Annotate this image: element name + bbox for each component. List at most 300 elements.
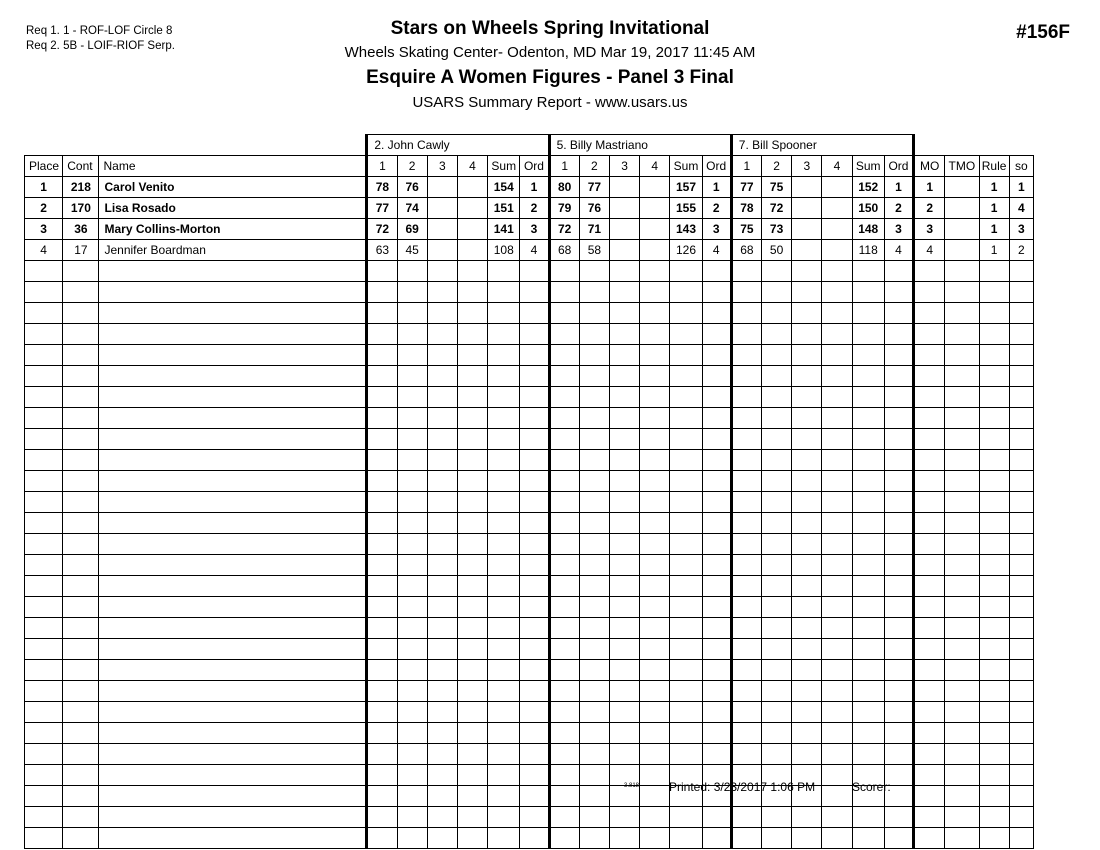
page-header	[0, 0, 1100, 120]
empty-cell	[822, 723, 852, 744]
empty-cell	[579, 429, 609, 450]
empty-cell	[914, 534, 945, 555]
empty-cell	[731, 429, 761, 450]
empty-cell	[579, 681, 609, 702]
empty-cell	[397, 429, 427, 450]
empty-cell	[914, 282, 945, 303]
empty-cell	[731, 282, 761, 303]
empty-cell	[731, 828, 761, 849]
empty-cell	[609, 471, 639, 492]
empty-cell	[397, 597, 427, 618]
empty-cell	[945, 807, 979, 828]
empty-cell	[640, 303, 670, 324]
column-header-j3-s3: 3	[792, 156, 822, 177]
row-mo: 4	[914, 240, 945, 261]
empty-cell	[488, 681, 520, 702]
empty-cell	[884, 492, 913, 513]
empty-cell	[549, 408, 579, 429]
empty-cell	[397, 408, 427, 429]
empty-cell	[670, 513, 702, 534]
empty-cell	[670, 744, 702, 765]
empty-cell	[979, 702, 1009, 723]
table-row[interactable]	[25, 219, 1034, 240]
empty-cell	[520, 702, 549, 723]
empty-cell	[63, 723, 99, 744]
empty-cell	[520, 681, 549, 702]
column-header-j2-s2: 2	[579, 156, 609, 177]
empty-cell	[397, 702, 427, 723]
report-subtitle: USARS Summary Report - www.usars.us	[412, 94, 688, 111]
column-header-j3-s2: 2	[761, 156, 791, 177]
judge-header-spacer-name	[99, 135, 367, 156]
empty-cell	[25, 639, 63, 660]
empty-table-row[interactable]	[25, 324, 1034, 345]
empty-cell	[99, 744, 367, 765]
empty-table-row[interactable]	[25, 744, 1034, 765]
row-judge1-s4	[457, 177, 487, 198]
empty-cell	[1009, 765, 1033, 786]
empty-cell	[549, 387, 579, 408]
empty-cell	[367, 597, 397, 618]
empty-cell	[609, 744, 639, 765]
empty-cell	[367, 765, 397, 786]
empty-cell	[822, 702, 852, 723]
empty-cell	[520, 807, 549, 828]
empty-cell	[1009, 534, 1033, 555]
empty-cell	[979, 492, 1009, 513]
empty-table-row[interactable]	[25, 450, 1034, 471]
empty-cell	[609, 828, 639, 849]
empty-cell	[457, 471, 487, 492]
empty-cell	[702, 261, 731, 282]
row-skater-name: Lisa Rosado	[99, 198, 367, 219]
empty-cell	[1009, 303, 1033, 324]
empty-cell	[761, 324, 791, 345]
empty-cell	[792, 723, 822, 744]
judge-header-row	[25, 135, 1034, 156]
empty-cell	[488, 366, 520, 387]
empty-cell	[63, 429, 99, 450]
empty-cell	[488, 660, 520, 681]
empty-table-row[interactable]	[25, 723, 1034, 744]
empty-cell	[731, 702, 761, 723]
empty-cell	[25, 366, 63, 387]
row-judge2-ord: 2	[702, 198, 731, 219]
empty-cell	[979, 681, 1009, 702]
empty-cell	[579, 450, 609, 471]
row-judge1-s1: 78	[367, 177, 397, 198]
empty-cell	[488, 618, 520, 639]
empty-cell	[549, 471, 579, 492]
empty-cell	[367, 387, 397, 408]
empty-cell	[640, 786, 670, 807]
empty-cell	[427, 786, 457, 807]
empty-cell	[609, 534, 639, 555]
row-judge3-s3	[792, 198, 822, 219]
empty-cell	[549, 660, 579, 681]
empty-cell	[702, 576, 731, 597]
row-judge2-s3	[609, 198, 639, 219]
empty-cell	[884, 618, 913, 639]
empty-cell	[731, 660, 761, 681]
empty-cell	[99, 765, 367, 786]
empty-cell	[25, 261, 63, 282]
empty-cell	[792, 387, 822, 408]
empty-cell	[488, 303, 520, 324]
empty-cell	[367, 261, 397, 282]
empty-cell	[979, 345, 1009, 366]
empty-cell	[640, 744, 670, 765]
empty-cell	[367, 681, 397, 702]
empty-cell	[99, 828, 367, 849]
empty-cell	[63, 786, 99, 807]
empty-cell	[63, 660, 99, 681]
empty-cell	[914, 639, 945, 660]
empty-cell	[457, 765, 487, 786]
empty-cell	[1009, 576, 1033, 597]
empty-cell	[549, 450, 579, 471]
empty-cell	[609, 723, 639, 744]
empty-cell	[761, 576, 791, 597]
empty-cell	[945, 429, 979, 450]
empty-table-row[interactable]	[25, 471, 1034, 492]
empty-table-row[interactable]	[25, 408, 1034, 429]
row-judge1-ord: 2	[520, 198, 549, 219]
empty-cell	[914, 744, 945, 765]
row-judge3-sum: 118	[852, 240, 884, 261]
page-title: Stars on Wheels Spring Invitational	[390, 18, 710, 39]
empty-cell	[25, 723, 63, 744]
empty-cell	[792, 366, 822, 387]
empty-cell	[822, 576, 852, 597]
empty-cell	[579, 492, 609, 513]
empty-cell	[367, 492, 397, 513]
empty-cell	[1009, 618, 1033, 639]
empty-cell	[99, 282, 367, 303]
empty-cell	[488, 324, 520, 345]
empty-cell	[731, 492, 761, 513]
empty-cell	[397, 639, 427, 660]
judge-header-spacer-so	[1009, 135, 1033, 156]
empty-cell	[792, 576, 822, 597]
empty-cell	[792, 555, 822, 576]
empty-cell	[1009, 282, 1033, 303]
row-contestant-number: 36	[63, 219, 99, 240]
empty-cell	[702, 513, 731, 534]
empty-cell	[488, 408, 520, 429]
empty-cell	[761, 702, 791, 723]
empty-cell	[640, 408, 670, 429]
empty-cell	[63, 261, 99, 282]
row-judge2-s2: 76	[579, 198, 609, 219]
empty-cell	[1009, 786, 1033, 807]
empty-cell	[761, 429, 791, 450]
empty-cell	[488, 534, 520, 555]
empty-cell	[979, 387, 1009, 408]
row-tmo	[945, 177, 979, 198]
row-judge2-s4	[640, 198, 670, 219]
empty-cell	[702, 723, 731, 744]
empty-cell	[914, 303, 945, 324]
empty-cell	[670, 387, 702, 408]
empty-cell	[549, 765, 579, 786]
empty-cell	[367, 660, 397, 681]
empty-cell	[367, 471, 397, 492]
empty-table-row[interactable]	[25, 807, 1034, 828]
empty-cell	[792, 282, 822, 303]
empty-cell	[99, 303, 367, 324]
empty-cell	[520, 534, 549, 555]
empty-cell	[99, 534, 367, 555]
empty-cell	[792, 828, 822, 849]
empty-table-row[interactable]	[25, 534, 1034, 555]
empty-table-row[interactable]	[25, 387, 1034, 408]
empty-cell	[520, 660, 549, 681]
empty-cell	[99, 597, 367, 618]
row-judge1-s4	[457, 240, 487, 261]
row-mo: 1	[914, 177, 945, 198]
printed-timestamp: Printed: 3/23/2017 1:06 PM	[669, 780, 816, 794]
empty-cell	[640, 429, 670, 450]
row-judge2-ord: 1	[702, 177, 731, 198]
empty-cell	[761, 660, 791, 681]
column-header-j1-s4: 4	[457, 156, 487, 177]
row-judge2-s2: 58	[579, 240, 609, 261]
empty-cell	[609, 807, 639, 828]
empty-table-row[interactable]	[25, 492, 1034, 513]
score-sheet	[24, 134, 1034, 849]
empty-cell	[731, 471, 761, 492]
empty-cell	[579, 471, 609, 492]
empty-cell	[822, 261, 852, 282]
row-mo: 2	[914, 198, 945, 219]
empty-cell	[579, 534, 609, 555]
empty-cell	[640, 345, 670, 366]
empty-cell	[457, 639, 487, 660]
row-skater-name: Mary Collins-Morton	[99, 219, 367, 240]
empty-cell	[367, 303, 397, 324]
empty-table-row[interactable]	[25, 303, 1034, 324]
empty-cell	[702, 597, 731, 618]
empty-cell	[609, 387, 639, 408]
empty-table-row[interactable]	[25, 639, 1034, 660]
row-judge1-s1: 72	[367, 219, 397, 240]
row-so: 1	[1009, 177, 1033, 198]
empty-cell	[367, 807, 397, 828]
empty-cell	[427, 765, 457, 786]
empty-table-row[interactable]	[25, 366, 1034, 387]
empty-cell	[488, 450, 520, 471]
row-judge2-sum: 126	[670, 240, 702, 261]
empty-table-row[interactable]	[25, 597, 1034, 618]
row-judge3-s3	[792, 240, 822, 261]
empty-cell	[792, 702, 822, 723]
empty-cell	[979, 303, 1009, 324]
empty-cell	[427, 450, 457, 471]
empty-cell	[1009, 429, 1033, 450]
empty-cell	[731, 387, 761, 408]
empty-cell	[822, 492, 852, 513]
empty-cell	[702, 807, 731, 828]
empty-cell	[488, 261, 520, 282]
empty-cell	[792, 660, 822, 681]
empty-cell	[945, 618, 979, 639]
column-header-j2-ord: Ord	[702, 156, 731, 177]
row-judge1-ord: 4	[520, 240, 549, 261]
empty-cell	[457, 660, 487, 681]
row-tmo	[945, 219, 979, 240]
requirement-line-2: Req 2. 5B - LOIF-RIOF Serp.	[26, 40, 175, 52]
empty-cell	[1009, 681, 1033, 702]
empty-cell	[852, 429, 884, 450]
empty-cell	[457, 681, 487, 702]
empty-table-row[interactable]	[25, 828, 1034, 849]
empty-cell	[761, 303, 791, 324]
empty-cell	[520, 429, 549, 450]
empty-cell	[761, 345, 791, 366]
empty-cell	[670, 408, 702, 429]
empty-table-row[interactable]	[25, 618, 1034, 639]
empty-cell	[63, 387, 99, 408]
empty-cell	[1009, 450, 1033, 471]
empty-table-row[interactable]	[25, 282, 1034, 303]
empty-cell	[979, 555, 1009, 576]
empty-table-row[interactable]	[25, 702, 1034, 723]
empty-cell	[457, 702, 487, 723]
empty-cell	[884, 429, 913, 450]
empty-cell	[99, 366, 367, 387]
empty-cell	[979, 828, 1009, 849]
table-row[interactable]	[25, 240, 1034, 261]
empty-cell	[792, 450, 822, 471]
empty-cell	[457, 618, 487, 639]
empty-cell	[702, 534, 731, 555]
empty-cell	[702, 744, 731, 765]
empty-cell	[25, 681, 63, 702]
empty-cell	[549, 618, 579, 639]
empty-cell	[670, 681, 702, 702]
empty-cell	[792, 324, 822, 345]
empty-cell	[702, 660, 731, 681]
empty-cell	[367, 555, 397, 576]
empty-table-row[interactable]	[25, 660, 1034, 681]
empty-cell	[761, 366, 791, 387]
empty-cell	[914, 450, 945, 471]
empty-cell	[945, 681, 979, 702]
empty-cell	[25, 534, 63, 555]
row-judge2-sum: 155	[670, 198, 702, 219]
column-header-j2-s1: 1	[549, 156, 579, 177]
empty-cell	[1009, 471, 1033, 492]
empty-cell	[25, 786, 63, 807]
empty-cell	[549, 303, 579, 324]
empty-cell	[822, 786, 852, 807]
empty-cell	[397, 681, 427, 702]
empty-table-row[interactable]	[25, 345, 1034, 366]
row-judge2-s3	[609, 240, 639, 261]
empty-cell	[427, 660, 457, 681]
empty-cell	[397, 387, 427, 408]
empty-cell	[852, 345, 884, 366]
empty-cell	[520, 765, 549, 786]
row-judge1-sum: 154	[488, 177, 520, 198]
empty-cell	[945, 261, 979, 282]
empty-cell	[1009, 807, 1033, 828]
row-judge1-s2: 69	[397, 219, 427, 240]
empty-cell	[99, 681, 367, 702]
empty-cell	[761, 471, 791, 492]
empty-cell	[884, 408, 913, 429]
row-rule: 1	[979, 177, 1009, 198]
empty-cell	[945, 408, 979, 429]
empty-cell	[397, 807, 427, 828]
empty-cell	[670, 492, 702, 513]
empty-cell	[945, 576, 979, 597]
empty-cell	[884, 555, 913, 576]
empty-table-row[interactable]	[25, 513, 1034, 534]
empty-cell	[609, 555, 639, 576]
empty-cell	[609, 618, 639, 639]
form-code: 3.818	[624, 783, 640, 789]
empty-cell	[579, 702, 609, 723]
empty-table-row[interactable]	[25, 429, 1034, 450]
empty-cell	[852, 702, 884, 723]
empty-cell	[549, 681, 579, 702]
empty-cell	[488, 513, 520, 534]
empty-cell	[670, 345, 702, 366]
empty-cell	[1009, 702, 1033, 723]
empty-cell	[609, 597, 639, 618]
empty-cell	[945, 660, 979, 681]
empty-cell	[979, 639, 1009, 660]
empty-cell	[457, 282, 487, 303]
empty-cell	[520, 576, 549, 597]
empty-cell	[852, 597, 884, 618]
column-header-so: so	[1009, 156, 1033, 177]
empty-cell	[792, 408, 822, 429]
table-row[interactable]	[25, 177, 1034, 198]
empty-table-row[interactable]	[25, 681, 1034, 702]
empty-cell	[457, 492, 487, 513]
empty-cell	[63, 681, 99, 702]
row-judge1-s3	[427, 219, 457, 240]
empty-cell	[945, 303, 979, 324]
empty-cell	[579, 660, 609, 681]
empty-cell	[63, 744, 99, 765]
empty-cell	[488, 723, 520, 744]
empty-table-row[interactable]	[25, 576, 1034, 597]
empty-cell	[761, 681, 791, 702]
empty-table-row[interactable]	[25, 555, 1034, 576]
empty-cell	[731, 345, 761, 366]
empty-cell	[852, 261, 884, 282]
empty-cell	[731, 744, 761, 765]
empty-cell	[822, 345, 852, 366]
judge-header-spacer-place	[25, 135, 63, 156]
empty-cell	[549, 282, 579, 303]
empty-cell	[822, 618, 852, 639]
empty-cell	[822, 555, 852, 576]
empty-cell	[63, 597, 99, 618]
empty-cell	[579, 408, 609, 429]
empty-cell	[427, 492, 457, 513]
empty-cell	[852, 282, 884, 303]
table-row[interactable]	[25, 198, 1034, 219]
empty-table-row[interactable]	[25, 261, 1034, 282]
empty-cell	[457, 576, 487, 597]
empty-cell	[761, 513, 791, 534]
empty-cell	[99, 387, 367, 408]
